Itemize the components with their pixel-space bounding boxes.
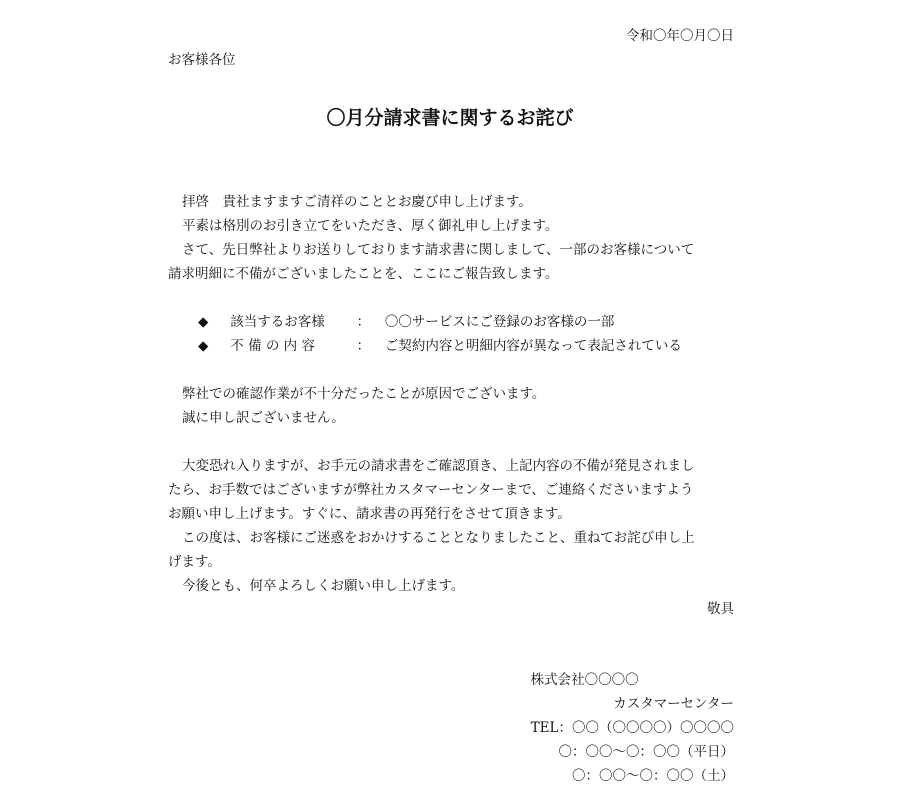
greeting-line: 平素は格別のお引き立てをいただき、厚く御礼申し上げます。: [182, 218, 559, 234]
sender-hours-saturday: 〇：〇〇〜〇：〇〇（土）: [572, 768, 734, 784]
item-value: 〇〇サービスにご登録のお客様の一部: [384, 314, 615, 330]
diamond-bullet-icon: ◆: [198, 314, 209, 330]
closing-word: 敬具: [707, 601, 734, 617]
apology-line: 弊社での確認作業が不十分だったことが原因でございます。: [182, 386, 546, 402]
item-value: ご契約内容と明細内容が異なって表記されている: [384, 338, 682, 354]
recipient: お客様各位: [168, 52, 236, 68]
item-label: 該当するお客様: [230, 314, 325, 330]
letter-date: 令和〇年〇月〇日: [626, 28, 734, 44]
list-item: [198, 310, 682, 334]
diamond-bullet-icon: ◆: [198, 338, 209, 354]
sender-hours-weekday: 〇：〇〇〜〇：〇〇（平日）: [558, 744, 734, 760]
greeting-paragraph: [168, 190, 738, 286]
greeting-line: 請求明細に不備がございましたことを、ここにご報告致します。: [168, 266, 559, 282]
greeting-line: さて、先日弊社よりお送りしております請求書に関しまして、一部のお客様について: [182, 242, 695, 258]
sender-company: 株式会社〇〇〇〇: [530, 672, 639, 688]
sender-department: カスタマーセンター: [613, 696, 734, 712]
request-line: 大変恐れ入りますが、お手元の請求書をご確認頂き、上記内容の不備が発見されまし: [182, 458, 695, 474]
detail-list: [198, 310, 682, 358]
item-colon: ：: [356, 314, 371, 330]
sender-tel: TEL：〇〇（〇〇〇〇）〇〇〇〇: [530, 720, 734, 736]
greeting-line: 拝啓 貴社ますますご清祥のこととお慶び申し上げます。: [182, 194, 532, 210]
letter-title: 〇月分請求書に関するお詫び: [326, 107, 574, 129]
request-line: げます。: [168, 554, 221, 570]
sender-block: [531, 668, 734, 788]
item-label: 不 備 の 内 容: [230, 338, 315, 354]
request-line: たら、お手数ではございますが弊社カスタマーセンターまで、ご連絡くださいますよう: [168, 482, 694, 498]
request-line: 今後とも、何卒よろしくお願い申し上げます。: [182, 578, 465, 594]
apology-line: 誠に申し訳ございません。: [182, 410, 345, 426]
apology-paragraph: [168, 382, 738, 430]
request-line: お願い申し上げます。すぐに、請求書の再発行をさせて頂きます。: [168, 506, 571, 522]
request-line: この度は、お客様にご迷惑をおかけすることとなりましたこと、重ねてお詫び申し上: [182, 530, 695, 546]
list-item: [198, 334, 682, 358]
request-paragraph: [168, 454, 738, 598]
item-colon: ：: [356, 338, 371, 354]
